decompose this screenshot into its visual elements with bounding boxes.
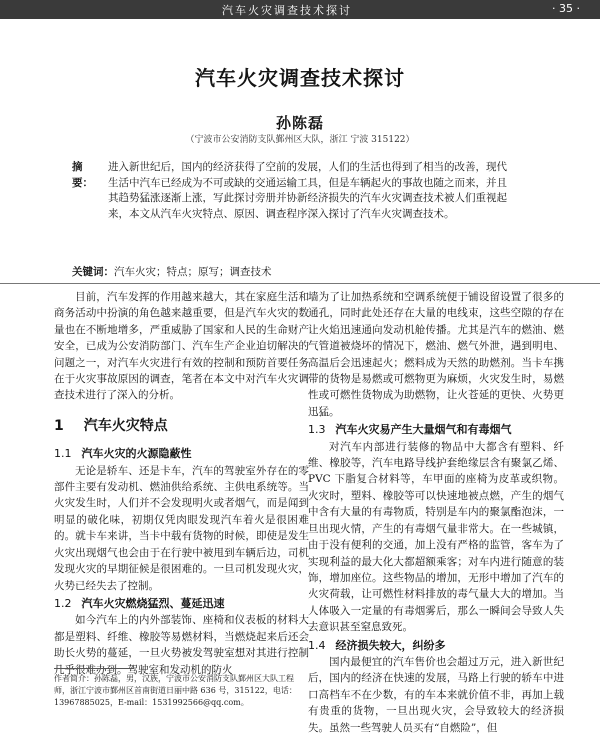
abstract-text: 进入新世纪后，国内的经济获得了空前的发展，人们的生活也得到了相当的改善，现代生活中汽车已经成为不可或缺的交通运输工具，但是车辆起火的事故也随之而来，并且其趋势猛涨逐渐上涨，写此探讨旁册并协新经济损失的汽车火灾调查技术被人们重视起来，本文从汽车火灾特点、原因、调查程序深入探讨了汽车火灾调查技术。 xyxy=(108,161,507,220)
running-header-bar xyxy=(0,0,600,19)
keywords-label: 关键词： xyxy=(72,266,114,278)
subsection-1-1-number: 1.1 xyxy=(54,447,72,461)
continued-paragraph: 墙为了让加热系统和空调系统便于铺设留设置了很多的通孔，同时此处还存在大量的电线束，这些空隙的存在让火焰迅速通向发动机舱传播。尤其是汽车的燃油、燃气管道被烧坏的情况下，燃油、燃气外泄，遇到明电、高温后会迅速起火；燃料成为天然的助燃剂。当卡车携带的货物是易燃或可燃物更为麻烦，火灾发生时，易燃性或可燃性货物成为助燃物，让火苍延的更快、火势更迅猛。 xyxy=(308,291,564,418)
subsection-1-2-title: 汽车火灾燃烧猛烈、蔓延迅速 xyxy=(81,596,225,610)
subsection-1-4-title: 经济损失较大，纠纷多 xyxy=(335,638,446,652)
abstract-label: 摘 要： xyxy=(72,161,93,189)
running-head: 汽车火灾调查技术探讨 xyxy=(222,4,352,17)
keywords-text: 汽车火灾；特点；原写；调查技术 xyxy=(114,266,272,278)
subsection-1-1-heading xyxy=(54,446,309,462)
abstract xyxy=(72,160,517,222)
article-title: 汽车火灾调查技术探讨 xyxy=(195,66,405,90)
subsection-1-3-paragraph: 对汽车内部进行装修的物品中大都含有塑料、纤维、橡胶等，汽车电路导线护套绝缘层含有聚氯乙烯、PVC 下脂复合材料等，车甲面的座椅为皮革或织物。火灾时，塑料、橡胶等可以快速地被点燃，产生的烟气中含有大量的有毒物质，特别是车内的聚氯酯泡沫，一旦出现火情，产生的有毒烟气量非常大。在一些城镇，由于没有便利的交通，加上没有严格的监管，客车为了实现利益的最大化大都超额乘客；对车内进行随意的装饰，增加座位。这些物品的增加，无形中增加了汽车的火灾荷载，让可燃性材料排放的毒气量大大的增加。当人体吸入一定量的有毒烟雾后，那么一瞬间会导致人失去意识甚至窒息致死。 xyxy=(308,440,564,634)
header-divider xyxy=(0,283,600,284)
subsection-1-4-heading xyxy=(308,638,564,654)
subsection-1-1-paragraph: 无论是轿车、还是卡车，汽车的驾驶室外存在的零部件主要有发动机、燃油供给系统、主供电系统等。当火灾发生时，人们并不会发现明火或者烟气，而是闻到明显的破化味，初期仅凭肉眼发现汽车着火是很困难的。就卡车来讲，当卡中载有货物的时候，即使是发生火灾出现烟气也会由于在行驶中被甩到车辆后边，司机发现火灾的早期征候是很困难的。一旦司机发现火灾，火势已经失去了控制。 xyxy=(54,464,309,592)
intro-paragraph: 目前，汽车发挥的作用越来越大，其在家庭生活和商务活动中扮演的角色越来越重要，但是汽车火灾的数量也在不断地增多，严重威胁了国家和人民的生命财产安全，已成为公安消防部门、汽车生产企业迫切解决的问题之一，对汽车火灾进行有效的控制和预防首要任务在于火灾事故原因的调查，笔者在本文中对汽车火灾调查技术进行了深入的分析。 xyxy=(54,291,309,402)
section-1-number: 1 xyxy=(54,417,64,434)
page-number: · 35 · xyxy=(552,2,580,15)
left-column xyxy=(54,289,309,678)
subsection-1-2-paragraph: 如今汽车上的内外部装饰、座椅和仪表板的材料大都是塑料、纤维、橡胶等易燃材料，当燃烧起来后还会助长火势的蔓延，一旦火势被发驾驶室想对其进行控制几乎很难办到。驾驶室和发动机的防火 xyxy=(54,614,309,676)
author-footnote: 作者简介：孙陈磊，男，汉族，宁波市公安消防支队鄞州区大队工程师，浙江宁波市鄞州区首南街道日丽中路 636 号，315122，电话：13967885025，E-mail：1531992566@qq.com。 xyxy=(54,674,297,707)
subsection-1-3-heading xyxy=(308,422,564,438)
subsection-1-1-title: 汽车火灾的火源隐蔽性 xyxy=(81,447,192,461)
subsection-1-4-paragraph: 国内最便宜的汽车售价也会超过万元，进入新世纪后，国内的经济在快速的发展，马路上行驶的轿车中进口高档车不在少数，有的车本来就价值不非，再加上载有贵重的货物，一旦出现火灾，会导致较大的经济损失。虽然一些驾驶人员买有“自燃险”，但 xyxy=(308,655,564,734)
author-affiliation: （宁波市公安消防支队鄞州区大队，浙江 宁波 315122） xyxy=(185,135,415,145)
subsection-1-2-number: 1.2 xyxy=(54,596,72,610)
subsection-1-2-heading xyxy=(54,596,309,612)
subsection-1-3-number: 1.3 xyxy=(308,423,326,437)
section-1-title: 汽车火灾特点 xyxy=(83,417,168,434)
author-name: 孙陈磊 xyxy=(275,114,324,132)
section-1-heading xyxy=(54,418,309,434)
footnote-divider xyxy=(54,668,134,669)
subsection-1-3-title: 汽车火灾易产生大量烟气和有毒烟气 xyxy=(335,423,512,437)
keywords xyxy=(72,265,517,280)
subsection-1-4-number: 1.4 xyxy=(308,638,326,652)
right-column xyxy=(308,289,564,736)
